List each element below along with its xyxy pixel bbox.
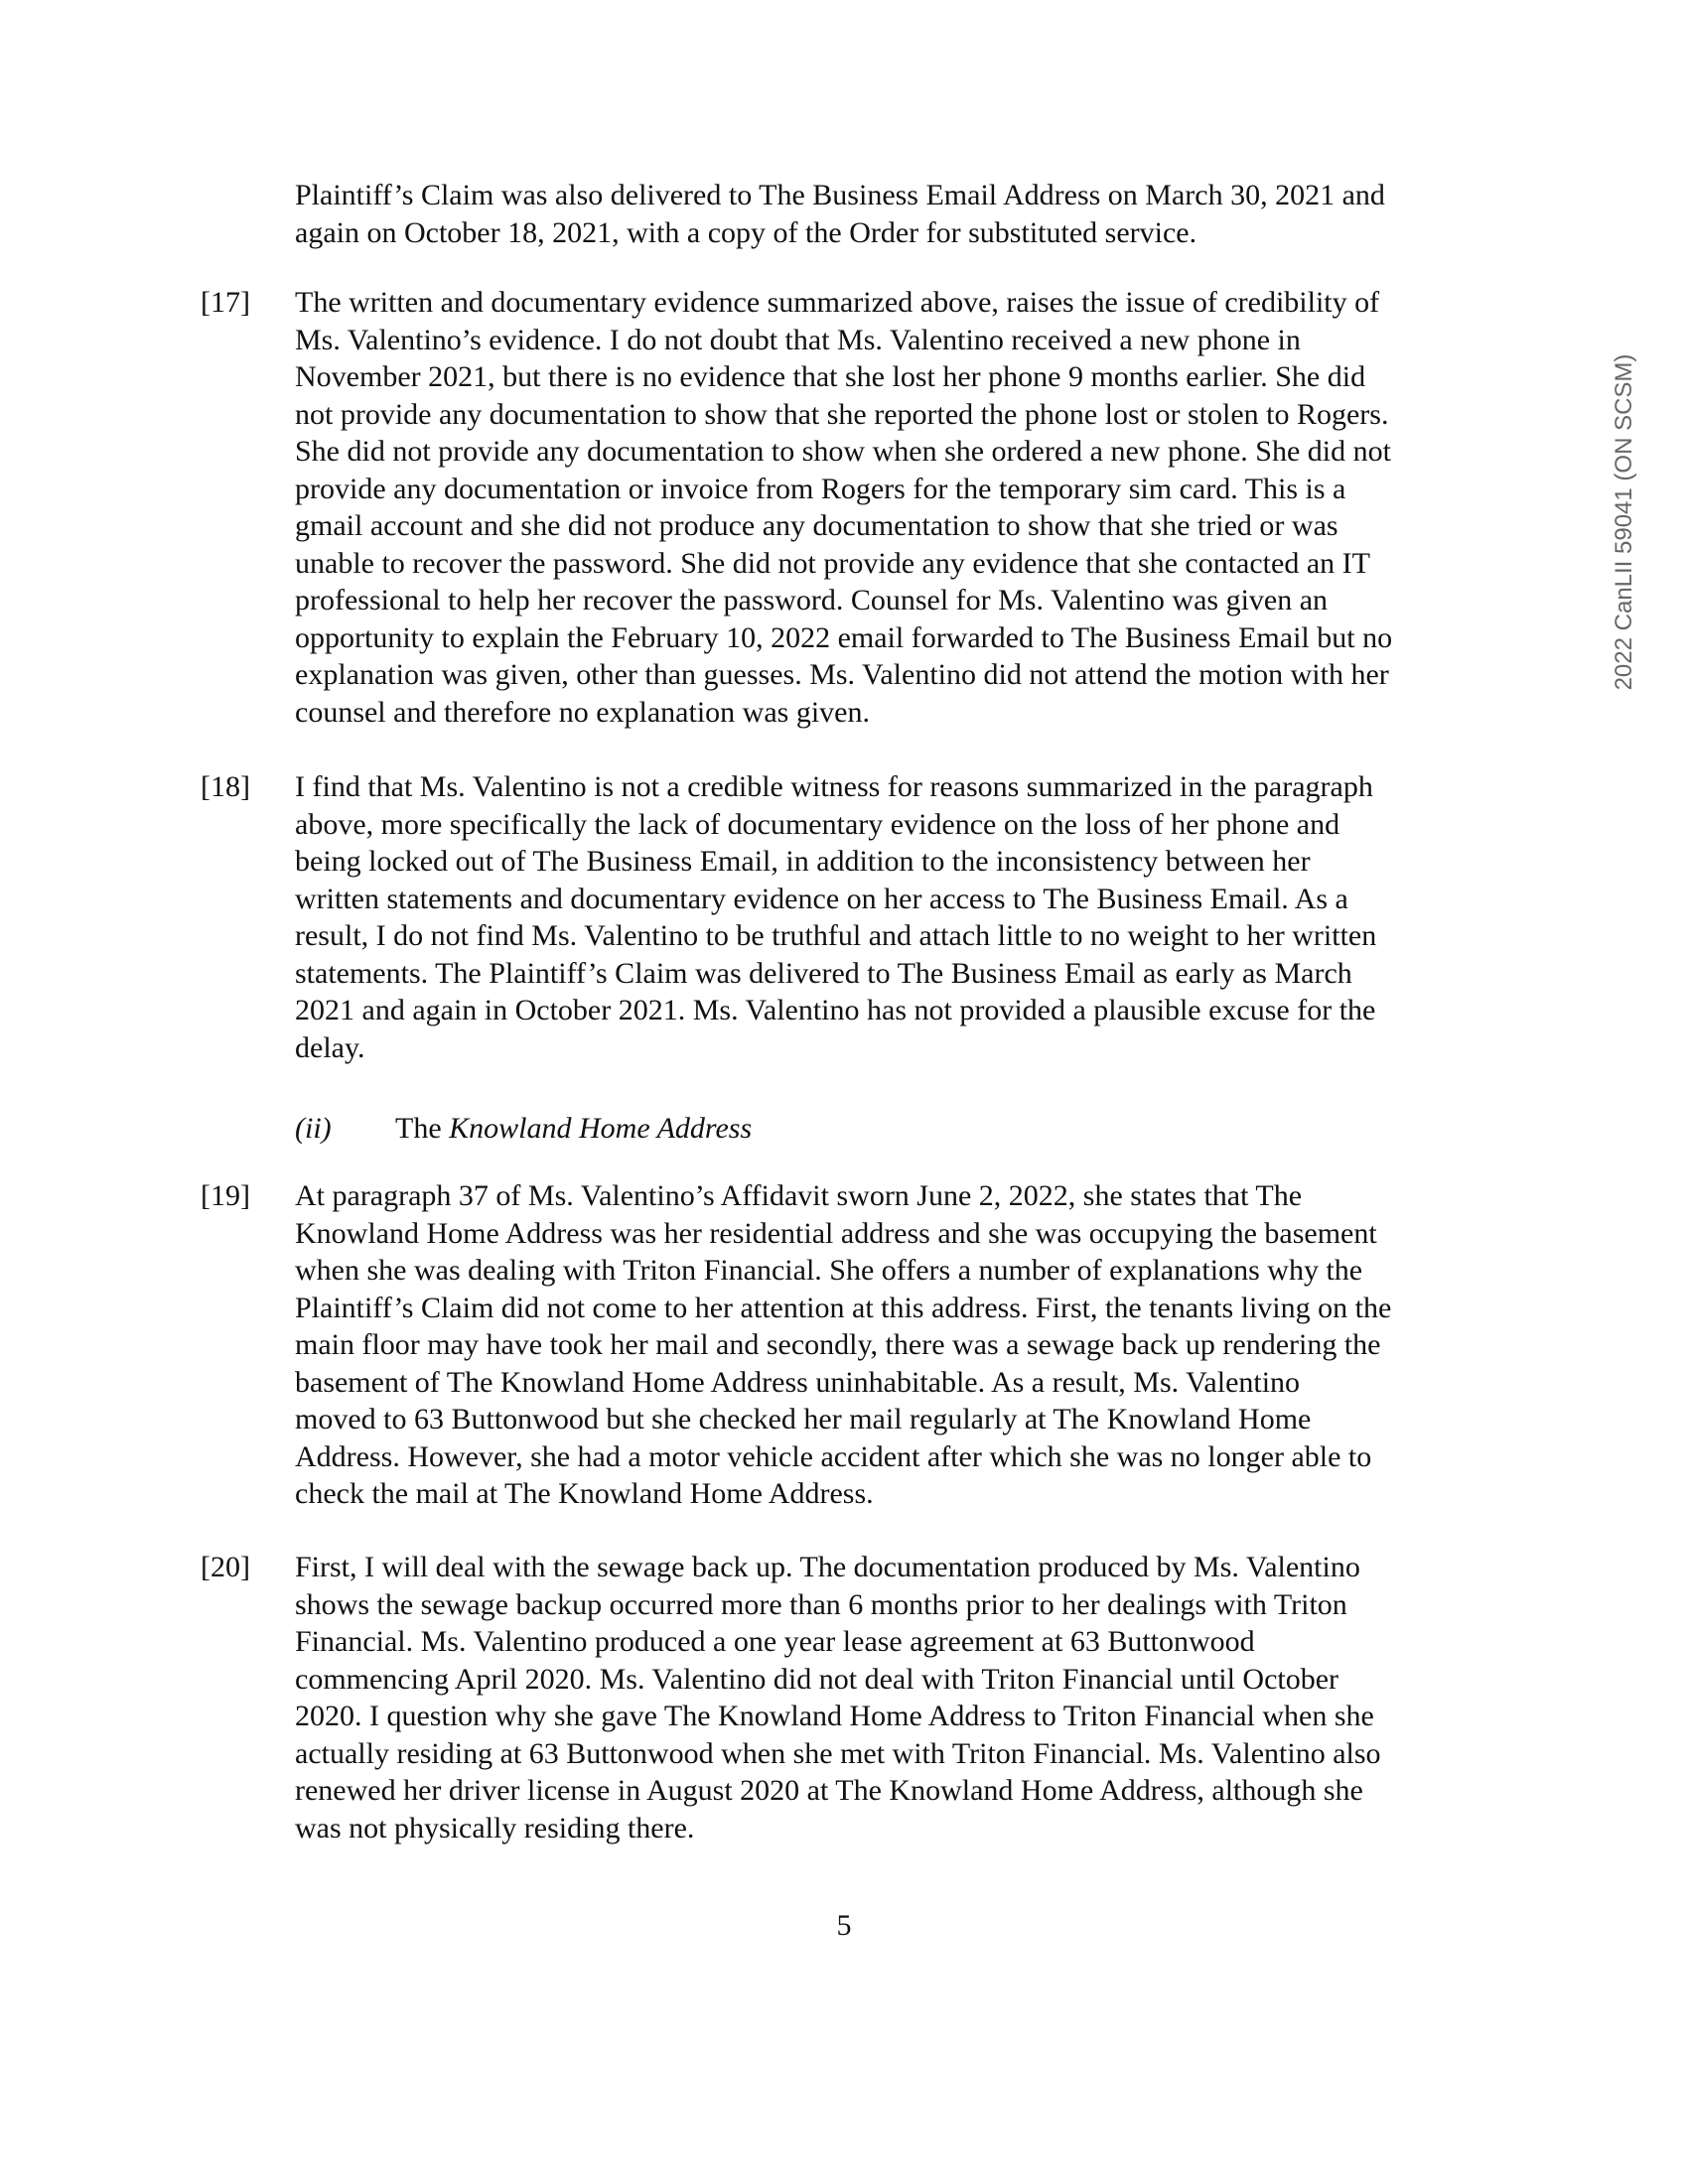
text-line: 2021 and again in October 2021. Ms. Valentino has not provided a plausible excuse for the	[295, 994, 1376, 1026]
text-line: The written and documentary evidence summarized above, raises the issue of credibility of	[295, 286, 1380, 319]
paragraph-number: [17]	[201, 286, 250, 319]
text-line: 2020. I question why she gave The Knowland Home Address to Triton Financial when she	[295, 1700, 1374, 1732]
text-line: basement of The Knowland Home Address uninhabitable. As a result, Ms. Valentino	[295, 1365, 1301, 1399]
text-line: not provide any documentation to show that she reported the phone lost or stolen to Rogers.	[295, 397, 1389, 431]
text-line: counsel and therefore no explanation was given.	[295, 695, 870, 729]
paragraph-18	[295, 768, 1526, 1066]
text-line: again on October 18, 2021, with a copy of the Order for substituted service.	[295, 215, 1197, 249]
text-line: main floor may have took her mail and secondly, there was a sewage back up rendering the	[295, 1328, 1381, 1361]
text-line: Plaintiff’s Claim was also delivered to The Business Email Address on March 30, 2021 and	[295, 179, 1385, 211]
subheading-numeral: (ii)	[295, 1112, 332, 1145]
text-line: Address. However, she had a motor vehicle accident after which she was no longer able to	[295, 1439, 1372, 1473]
text-line: shows the sewage backup occurred more than 6 months prior to her dealings with Triton	[295, 1587, 1347, 1621]
page-number: 5	[836, 1909, 852, 1942]
text-line: above, more specifically the lack of documentary evidence on the loss of her phone and	[295, 807, 1340, 841]
text-line: being locked out of The Business Email, in addition to the inconsistency between her	[295, 845, 1311, 878]
text-line: written statements and documentary evidence on her access to The Business Email. As a	[295, 882, 1348, 915]
paragraph-number: [19]	[201, 1179, 250, 1212]
paragraph-20	[295, 1549, 1526, 1846]
text-line: delay.	[295, 1030, 365, 1064]
text-line: explanation was given, other than guesses. Ms. Valentino did not attend the motion with her	[295, 658, 1389, 691]
text-line: opportunity to explain the February 10, 2022 email forwarded to The Business Email but no	[295, 620, 1393, 654]
text-line: Plaintiff’s Claim did not come to her attention at this address. First, the tenants living on the	[295, 1291, 1392, 1324]
intro-paragraph	[295, 177, 1526, 251]
text-line: actually residing at 63 Buttonwood when she met with Triton Financial. Ms. Valentino also	[295, 1736, 1381, 1770]
text-line: result, I do not find Ms. Valentino to be truthful and attach little to no weight to her written	[295, 919, 1377, 952]
paragraph-number: [18]	[201, 770, 250, 803]
text-line: Ms. Valentino’s evidence. I do not doubt that Ms. Valentino received a new phone in	[295, 323, 1301, 356]
text-line: November 2021, but there is no evidence that she lost her phone 9 months earlier. She did	[295, 360, 1366, 393]
subheading-title: Knowland Home Address	[449, 1112, 753, 1145]
text-line: Financial. Ms. Valentino produced a one year lease agreement at 63 Buttonwood	[295, 1625, 1255, 1658]
text-line: commencing April 2020. Ms. Valentino did not deal with Triton Financial until October	[295, 1662, 1339, 1696]
text-line: First, I will deal with the sewage back up. The documentation produced by Ms. Valentino	[295, 1551, 1360, 1583]
text-line: unable to recover the password. She did not provide any evidence that she contacted an IT	[295, 546, 1370, 580]
paragraph-number: [20]	[201, 1551, 250, 1583]
paragraph-19	[295, 1177, 1526, 1513]
subheading-prefix: The	[395, 1112, 450, 1145]
text-line: statements. The Plaintiff’s Claim was delivered to The Business Email as early as March	[295, 956, 1352, 990]
citation-watermark: 2022 CanLII 59041 (ON SCSM)	[1611, 353, 1637, 691]
section-subheading	[295, 1110, 752, 1148]
paragraph-17	[295, 284, 1526, 731]
text-line: She did not provide any documentation to show when she ordered a new phone. She did not	[295, 435, 1391, 468]
text-line: when she was dealing with Triton Financial. She offers a number of explanations why the	[295, 1254, 1363, 1287]
text-line: provide any documentation or invoice from Rogers for the temporary sim card. This is a	[295, 472, 1346, 505]
text-line: gmail account and she did not produce any documentation to show that she tried or was	[295, 509, 1338, 542]
text-line: At paragraph 37 of Ms. Valentino’s Affidavit sworn June 2, 2022, she states that The	[295, 1179, 1303, 1212]
text-line: renewed her driver license in August 2020 at The Knowland Home Address, although she	[295, 1774, 1363, 1807]
text-line: Knowland Home Address was her residential address and she was occupying the basement	[295, 1216, 1377, 1250]
text-line: was not physically residing there.	[295, 1811, 695, 1844]
text-line: professional to help her recover the password. Counsel for Ms. Valentino was given an	[295, 584, 1329, 616]
text-line: check the mail at The Knowland Home Address.	[295, 1477, 874, 1510]
text-line: moved to 63 Buttonwood but she checked her mail regularly at The Knowland Home	[295, 1403, 1312, 1435]
text-line: I find that Ms. Valentino is not a credible witness for reasons summarized in the paragraph	[295, 770, 1373, 803]
